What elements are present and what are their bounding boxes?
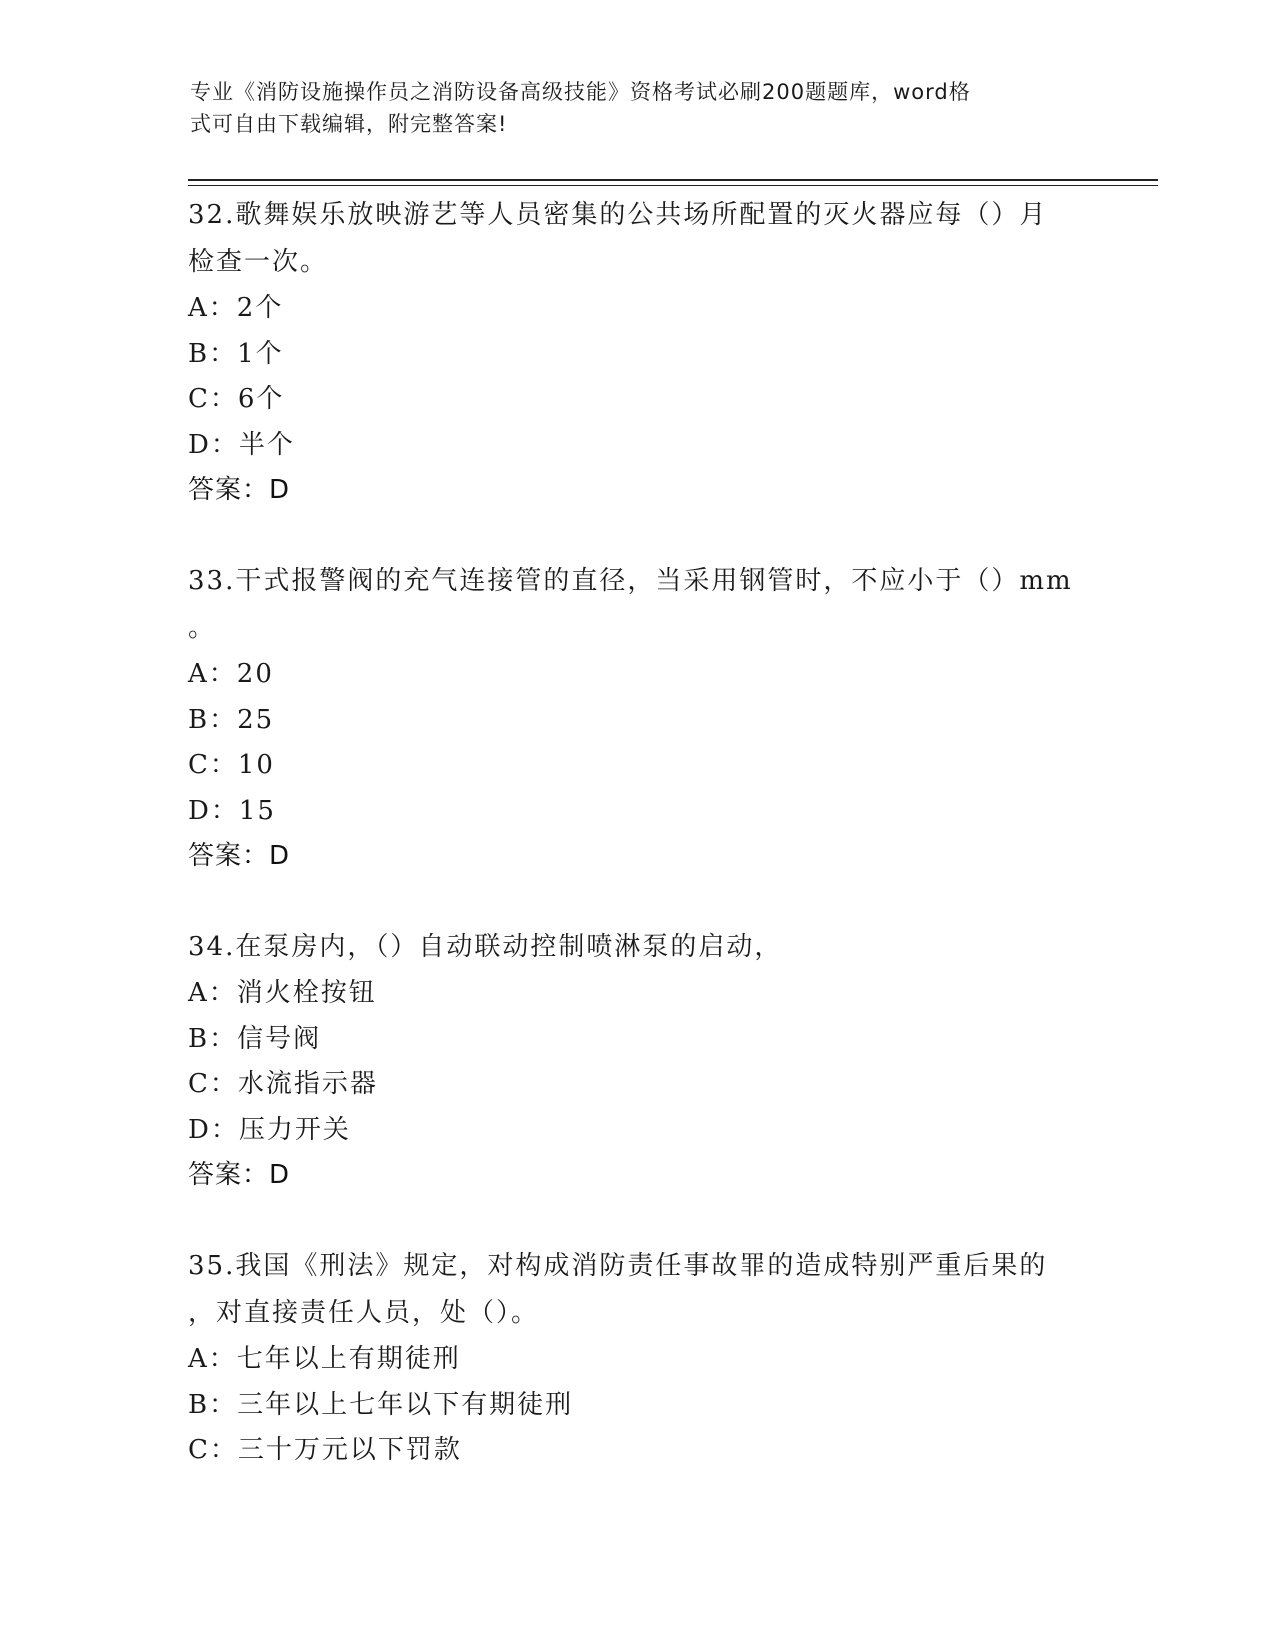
- question-33: [188, 558, 1088, 879]
- question-stem: 35.我国《刑法》规定，对构成消防责任事故罪的造成特别严重后果的: [188, 1251, 1048, 1281]
- option-a: A：2个: [188, 293, 284, 323]
- option-b: B：信号阀: [188, 1023, 322, 1054]
- option-d: D：半个: [188, 429, 295, 460]
- answer-line: 答案：D: [188, 1160, 291, 1190]
- question-32: [188, 192, 1088, 513]
- header-line-2: 式可自由下载编辑，附完整答案!: [190, 112, 508, 136]
- header-line-1: 专业《消防设施操作员之消防设备高级技能》资格考试必刷200题题库，word格: [190, 80, 971, 104]
- option-c: C：水流指示器: [188, 1069, 378, 1099]
- option-b: B：三年以上七年以下有期徒刑: [188, 1389, 574, 1420]
- option-c: C：6个: [188, 384, 285, 414]
- option-d: D：压力开关: [188, 1114, 351, 1145]
- answer-line: 答案：D: [188, 841, 291, 871]
- question-stem-continued: 检查一次。: [188, 247, 329, 277]
- question-stem-continued: 。: [188, 613, 217, 643]
- question-list: [188, 192, 1088, 1519]
- option-b: B：1个: [188, 338, 284, 369]
- option-a: A：20: [188, 659, 274, 689]
- question-34: [188, 924, 1088, 1198]
- document-header: [190, 76, 1090, 140]
- answer-line: 答案：D: [188, 475, 291, 505]
- option-d: D：15: [188, 795, 276, 826]
- option-b: B：25: [188, 704, 275, 735]
- option-c: C：10: [188, 750, 275, 780]
- option-a: A：消火栓按钮: [188, 978, 377, 1008]
- option-a: A：七年以上有期徒刑: [188, 1344, 461, 1374]
- question-35: [188, 1243, 1088, 1474]
- question-stem: 34.在泵房内，（）自动联动控制喷淋泵的启动，: [188, 932, 783, 962]
- question-stem: 33.干式报警阀的充气连接管的直径，当采用钢管时，不应小于（）mm: [188, 566, 1073, 596]
- header-divider-thin: [188, 185, 1158, 186]
- question-stem-continued: ，对直接责任人员，处（）。: [188, 1298, 540, 1328]
- option-c: C：三十万元以下罚款: [188, 1435, 462, 1465]
- header-divider-thick: [188, 179, 1158, 181]
- question-stem: 32.歌舞娱乐放映游艺等人员密集的公共场所配置的灭火器应每（）月: [188, 200, 1048, 230]
